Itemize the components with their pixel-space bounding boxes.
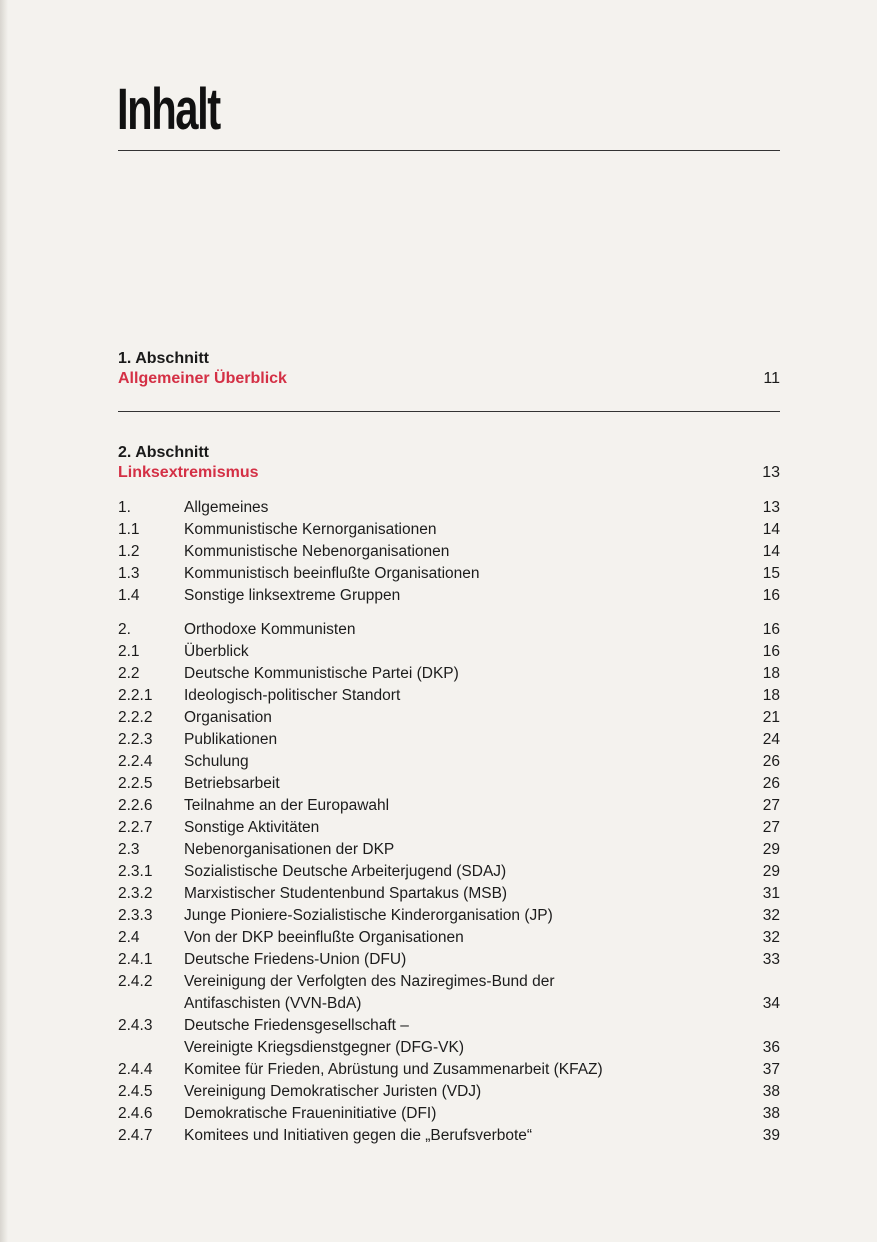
toc-entry[interactable]	[118, 541, 780, 563]
toc-entry[interactable]	[118, 563, 780, 585]
toc-page: 26	[762, 775, 780, 792]
section-1-page: 11	[763, 370, 780, 387]
toc-text: Allgemeines	[184, 499, 269, 516]
toc-page: 24	[762, 731, 780, 748]
toc-page: 16	[762, 643, 780, 660]
toc-page: 16	[762, 621, 780, 638]
section-rule	[118, 411, 780, 412]
toc-entry[interactable]	[118, 641, 780, 663]
toc-text: Deutsche Friedens-Union (DFU)	[184, 951, 407, 968]
section-1-label: 1. Abschnitt	[118, 350, 209, 367]
toc-text: Deutsche Kommunistische Partei (DKP)	[184, 665, 459, 682]
section-2-label: 2. Abschnitt	[118, 444, 209, 461]
toc-text: Überblick	[184, 643, 249, 660]
section-2-row[interactable]	[118, 463, 780, 483]
toc-text: Ideologisch-politischer Standort	[184, 687, 401, 704]
toc-entry[interactable]	[118, 663, 780, 685]
toc-number: 2.2.4	[118, 753, 153, 770]
section-2-name: Linksextremismus	[118, 464, 259, 481]
toc-text: Organisation	[184, 709, 272, 726]
toc-text: Teilnahme an der Europawahl	[184, 797, 390, 814]
toc-number: 2.2.2	[118, 709, 153, 726]
toc-page: 14	[762, 521, 780, 538]
toc-entry[interactable]	[118, 971, 780, 1015]
toc-page: 27	[762, 819, 780, 836]
toc-page: 18	[762, 665, 780, 682]
toc-entry[interactable]	[118, 949, 780, 971]
toc-page: 39	[762, 1127, 780, 1144]
toc-text-line-2: Antifaschisten (VVN-BdA)	[184, 995, 362, 1012]
toc-entry[interactable]	[118, 685, 780, 707]
toc-entry[interactable]	[118, 1015, 780, 1059]
toc-number: 2.2.3	[118, 731, 153, 748]
toc-number: 1.4	[118, 587, 140, 604]
toc-number: 2.3.3	[118, 907, 153, 924]
toc-number: 2.4	[118, 929, 140, 946]
toc-page: 16	[762, 587, 780, 604]
toc-text: Junge Pioniere-Sozialistische Kinderorganisation (JP)	[184, 907, 553, 924]
toc-page: 37	[762, 1061, 780, 1078]
toc-number: 2.2.7	[118, 819, 153, 836]
toc-page: 31	[762, 885, 780, 902]
toc-page: 33	[762, 951, 780, 968]
toc-page: 29	[762, 863, 780, 880]
toc-page: 38	[762, 1083, 780, 1100]
toc-text: Sonstige linksextreme Gruppen	[184, 587, 401, 604]
toc-entry[interactable]	[118, 817, 780, 839]
toc-entry[interactable]	[118, 795, 780, 817]
toc-entry[interactable]	[118, 519, 780, 541]
toc-text	[184, 971, 740, 1015]
toc-number: 2.4.1	[118, 951, 153, 968]
toc-entry[interactable]	[118, 729, 780, 751]
toc-text: Schulung	[184, 753, 249, 770]
toc-text: Komitees und Initiativen gegen die „Berufsverbote“	[184, 1127, 533, 1144]
toc-page: 32	[762, 907, 780, 924]
group-spacer	[118, 607, 780, 619]
section-2-page: 13	[762, 464, 780, 481]
toc-entry[interactable]	[118, 773, 780, 795]
toc-entry[interactable]	[118, 1103, 780, 1125]
toc-number: 2.2.1	[118, 687, 153, 704]
toc-entry[interactable]	[118, 1081, 780, 1103]
toc-page: 34	[762, 995, 780, 1012]
toc-page: 15	[762, 565, 780, 582]
toc-page: 27	[762, 797, 780, 814]
toc-text: Orthodoxe Kommunisten	[184, 621, 356, 638]
toc-text	[184, 1015, 740, 1059]
toc-entry[interactable]	[118, 883, 780, 905]
page-title: Inhalt	[117, 77, 220, 142]
toc-page: 13	[762, 499, 780, 516]
toc-number: 2.3.1	[118, 863, 153, 880]
toc-text: Kommunistisch beeinflußte Organisationen	[184, 565, 480, 582]
section-2	[118, 443, 780, 483]
toc-number: 1.2	[118, 543, 140, 560]
toc-text: Sonstige Aktivitäten	[184, 819, 320, 836]
toc-number: 1.3	[118, 565, 140, 582]
toc-text: Vereinigung Demokratischer Juristen (VDJ)	[184, 1083, 482, 1100]
toc-number: 2.4.3	[118, 1017, 153, 1034]
toc-entry[interactable]	[118, 751, 780, 773]
toc-number: 2.2	[118, 665, 140, 682]
toc-text: Von der DKP beeinflußte Organisationen	[184, 929, 464, 946]
toc-page: 14	[762, 543, 780, 560]
toc-number: 2.3	[118, 841, 140, 858]
toc-entry[interactable]	[118, 1059, 780, 1081]
toc-entry[interactable]	[118, 905, 780, 927]
toc-page: 29	[762, 841, 780, 858]
toc-page: 21	[762, 709, 780, 726]
toc-text: Betriebsarbeit	[184, 775, 280, 792]
toc-entry[interactable]	[118, 619, 780, 641]
toc-number: 1.1	[118, 521, 140, 538]
toc-text: Komitee für Frieden, Abrüstung und Zusammenarbeit (KFAZ)	[184, 1061, 603, 1078]
toc-entry[interactable]	[118, 585, 780, 607]
title-rule	[118, 150, 780, 151]
toc-number: 2.2.6	[118, 797, 153, 814]
toc-number: 2.3.2	[118, 885, 153, 902]
toc-entry[interactable]	[118, 861, 780, 883]
toc-text-line-1: Vereinigung der Verfolgten des Naziregimes-Bund der	[184, 973, 555, 990]
toc-number: 2.4.4	[118, 1061, 153, 1078]
section-1	[118, 349, 780, 389]
toc-entry[interactable]	[118, 707, 780, 729]
toc-entry[interactable]	[118, 497, 780, 519]
toc-text: Publikationen	[184, 731, 278, 748]
toc-number: 2.4.7	[118, 1127, 153, 1144]
toc-text: Demokratische Fraueninitiative (DFI)	[184, 1105, 437, 1122]
toc-text: Kommunistische Nebenorganisationen	[184, 543, 450, 560]
toc-number: 2.1	[118, 643, 140, 660]
toc-text: Kommunistische Kernorganisationen	[184, 521, 437, 538]
page-edge-shadow	[0, 0, 8, 1242]
toc-number: 1.	[118, 499, 131, 516]
toc-page: 26	[762, 753, 780, 770]
toc-page: 32	[762, 929, 780, 946]
toc-entry[interactable]	[118, 839, 780, 861]
toc-number: 2.4.5	[118, 1083, 153, 1100]
section-1-row[interactable]	[118, 369, 780, 389]
toc-text: Marxistischer Studentenbund Spartakus (MSB)	[184, 885, 508, 902]
toc-text-line-1: Deutsche Friedensgesellschaft –	[184, 1017, 409, 1034]
toc-text: Nebenorganisationen der DKP	[184, 841, 395, 858]
toc-page: 38	[762, 1105, 780, 1122]
toc-number: 2.	[118, 621, 131, 638]
toc-list	[118, 497, 780, 1147]
toc-text-line-2: Vereinigte Kriegsdienstgegner (DFG-VK)	[184, 1039, 464, 1056]
toc-entry[interactable]	[118, 1125, 780, 1147]
toc-page: 18	[762, 687, 780, 704]
section-1-name: Allgemeiner Überblick	[118, 370, 287, 387]
toc-text: Sozialistische Deutsche Arbeiterjugend (SDAJ)	[184, 863, 507, 880]
toc-entry[interactable]	[118, 927, 780, 949]
toc-number: 2.2.5	[118, 775, 153, 792]
toc-number: 2.4.2	[118, 973, 153, 990]
toc-page: 36	[762, 1039, 780, 1056]
toc-number: 2.4.6	[118, 1105, 153, 1122]
